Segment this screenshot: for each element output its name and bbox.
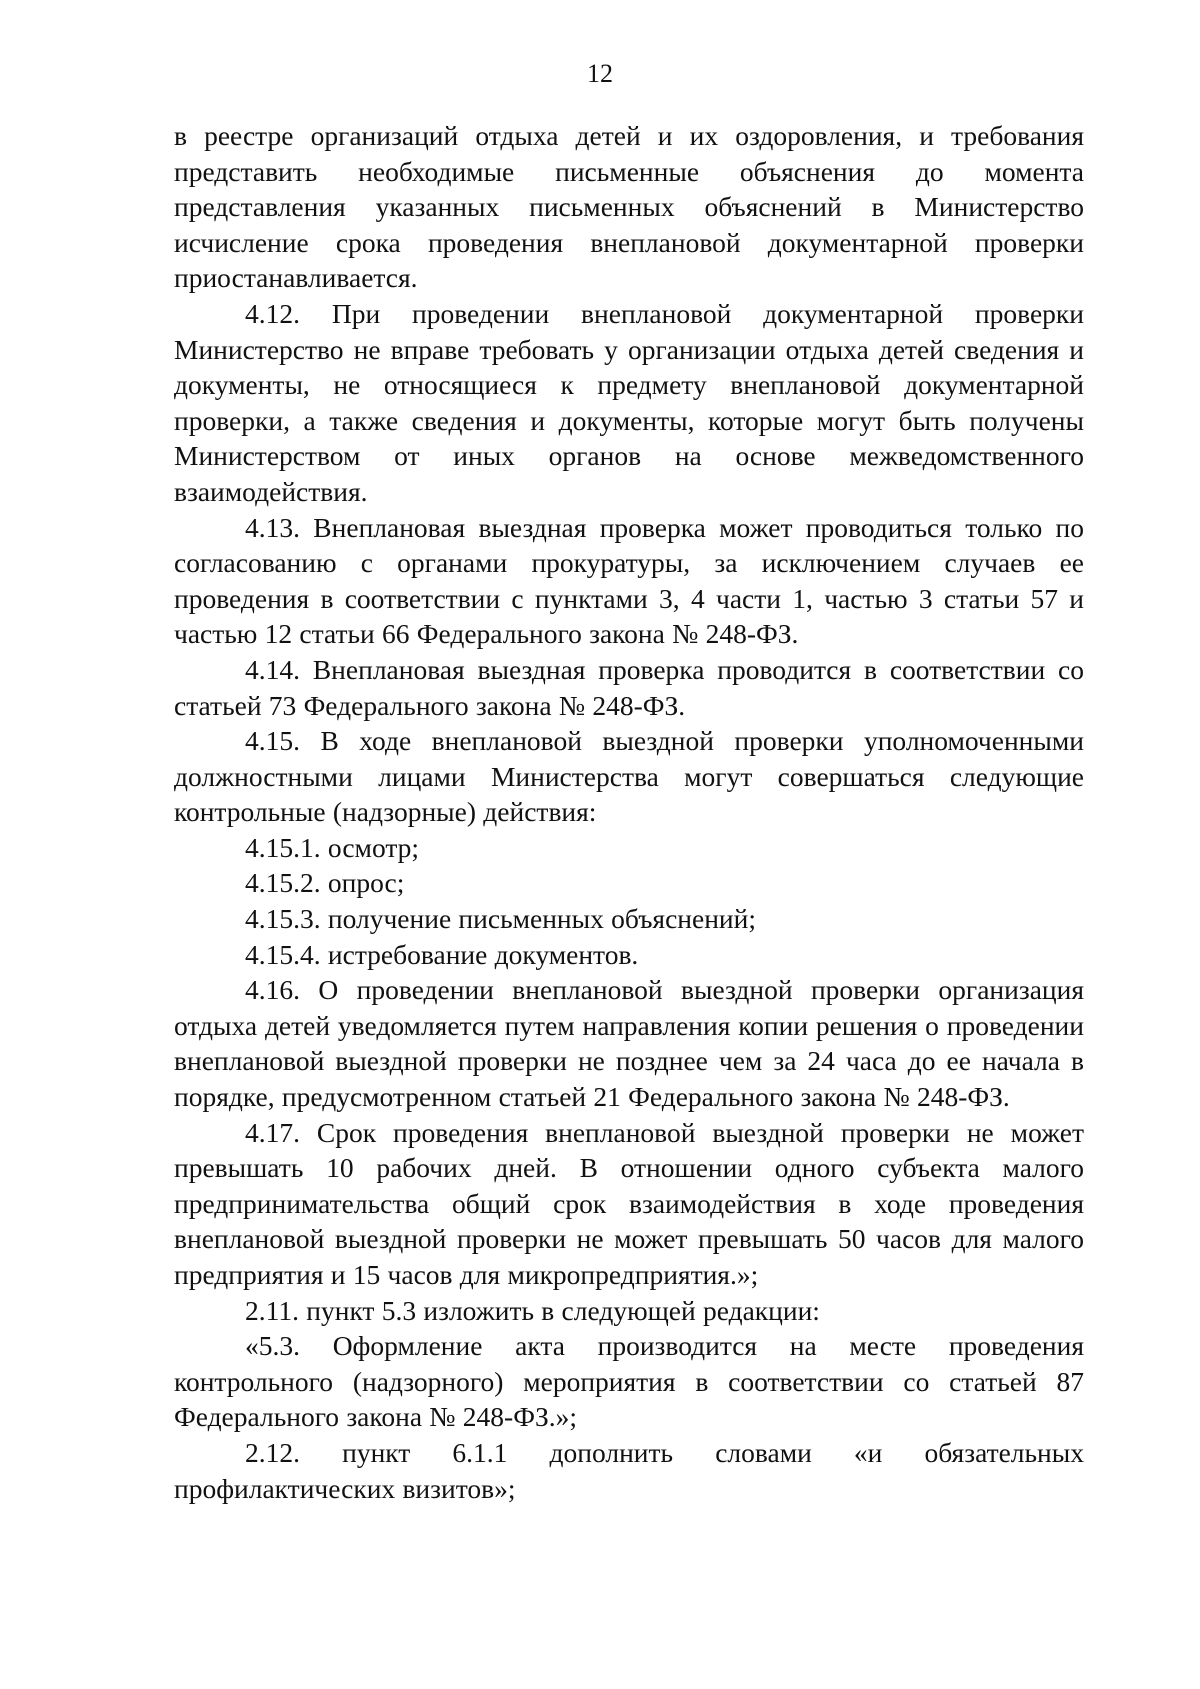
paragraph-4-15-3: 4.15.3. получение письменных объяснений; [245, 903, 756, 935]
paragraph-4-15: 4.15. В ходе внеплановой выездной проверки уполномоченными должностными лицами Министерства могут совершаться следующие контрольные (надзорные) действия: [174, 725, 1084, 828]
paragraph-4-15-4: 4.15.4. истребование документов. [245, 938, 639, 970]
paragraph-4-15-2: 4.15.2. опрос; [245, 867, 405, 899]
paragraph-4-13: 4.13. Внеплановая выездная проверка может проводиться только по согласованию с органами прокуратуры, за исключением случаев ее проведения в соответствии с пунктами 3, 4 части 1, частью 3 статьи 57 и частью 12 статьи 66 Федерального закона № 248-ФЗ. [174, 511, 1084, 650]
paragraph-4-12: 4.12. При проведении внеплановой документарной проверки Министерство не вправе требовать у организации отдыха детей сведения и документы, не относящиеся к предмету внеплановой документарной проверки, а также сведения и документы, которые могут быть получены Министерством от иных органов на основе межведомственного взаимодействия. [174, 297, 1084, 507]
paragraph-2-11: 2.11. пункт 5.3 изложить в следующей редакции: [245, 1294, 820, 1326]
paragraph-4-17: 4.17. Срок проведения внеплановой выездной проверки не может превышать 10 рабочих дней. В отношении одного субъекта малого предпринимательства общий срок взаимодействия в ходе проведения внеплановой выездной проверки не может превышать 50 часов для малого предприятия и 15 часов для микропредприятия.»; [174, 1116, 1084, 1290]
paragraph-4-15-1: 4.15.1. осмотр; [245, 831, 420, 863]
page-number: 12 [587, 59, 613, 88]
paragraph-4-16: 4.16. О проведении внеплановой выездной проверки организация отдыха детей уведомляется путем направления копии решения о проведении внеплановой выездной проверки не позднее чем за 24 часа до ее начала в порядке, предусмотренном статьей 21 Федерального закона № 248-ФЗ. [174, 974, 1084, 1113]
document-body [174, 118, 1084, 1506]
paragraph-5-3: «5.3. Оформление акта производится на месте проведения контрольного (надзорного) мероприятия в соответствии со статьей 87 Федерального закона № 248-ФЗ.»; [174, 1330, 1084, 1433]
paragraph-4-14: 4.14. Внеплановая выездная проверка проводится в соответствии со статьей 73 Федерального закона № 248-ФЗ. [174, 653, 1084, 721]
paragraph-2-12: 2.12. пункт 6.1.1 дополнить словами «и обязательных профилактических визитов»; [174, 1436, 1084, 1504]
paragraph-continuation: в реестре организаций отдыха детей и их оздоровления, и требования представить необходимые письменные объяснения до момента представления указанных письменных объяснений в Министерство исчисление срока проведения внеплановой документарной проверки приостанавливается. [174, 120, 1084, 294]
